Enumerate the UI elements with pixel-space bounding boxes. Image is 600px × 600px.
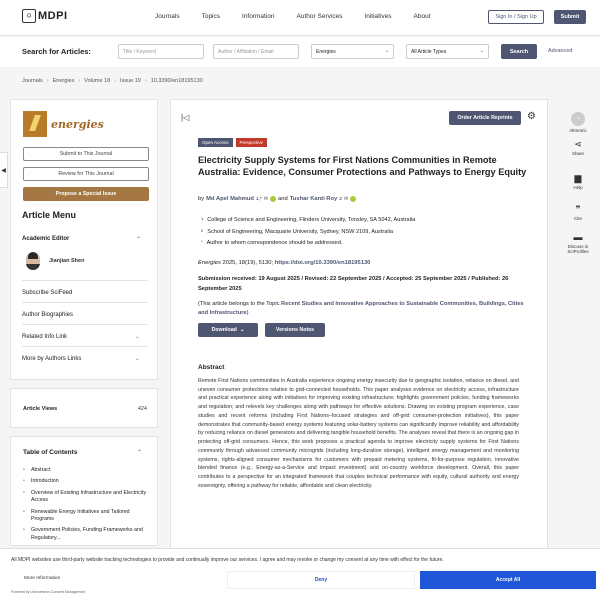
search-bar — [0, 37, 600, 67]
chevron-down-icon: ⌄ — [239, 327, 245, 333]
share-tool[interactable] — [559, 140, 597, 156]
citation-journal: Energies — [198, 260, 221, 266]
abstract-text: Remote First Nations communities in Australia experience ongoing energy insecurity due to geographic isolation, reliance on diesel, and uneven consumer protections relative to grid-connected households. This paper analyses evidence on electricity access, infrastructure and practical experience along with initiatives for improving existing infrastructure; highlights government policies, funding frameworks and regulation; and relevels key challenges along with pathways for effective solutions. Drawing on existing program experience, case studies and recent reforms (including First Nations–focused strategies and off-grid consumer-protection initiatives), this paper demonstrates that community-based energy systems featuring solar-battery systems can significantly improve reliability and affordability by reducing reliance on diesel generators and delivering tangible household benefits. The analyses reveal that there is an ongoing gap in protecting off-grid consumers. Hence, this work proposes a practical agenda to improve electricity supply systems for First Nations community through advanced community microgrids (including long-duration storage), intelligent energy management and monitoring systems, rights-aligned consumer mechanisms for customers with prepaid metering systems, fit-for-purpose regulation, innovative blended finance (e.g., Energy-as-a-Service and impact investment) and on-country workforce development. Overall, this paper contributes to a perspective for an integrated framework that couples technical performance with equity, cultural authority and energy sovereignty, offering a pathway for reliable, affordable and clean electricity. — [198, 378, 519, 489]
article-type-badge: Perspective — [236, 138, 268, 147]
citation — [198, 260, 528, 266]
publication-history: Submission received: 19 August 2025 / Revised: 22 September 2025 / Accepted: 25 September 2025 / Published: 26 September 2025 — [198, 276, 509, 292]
breadcrumb-journals[interactable]: Journals — [22, 78, 43, 84]
share-label: Share — [571, 151, 584, 156]
author-link[interactable]: Md Apel Mahmud — [206, 196, 254, 202]
top-navigation — [0, 0, 600, 36]
share-icon: ⋖ — [574, 139, 582, 149]
chevron-down-icon: ⌄ — [384, 48, 389, 54]
toc-title: Table of Contents — [23, 449, 78, 456]
citation-details: 2025, 18(19), 5130; — [220, 260, 275, 266]
article-views-card — [10, 388, 158, 428]
left-panel-toggle[interactable] — [0, 152, 8, 188]
collapse-sidebar-icon[interactable]: |◁ — [181, 113, 190, 122]
breadcrumb-issue[interactable]: Issue 19 — [120, 78, 141, 84]
affiliation-number: * — [201, 239, 203, 245]
affiliation-item — [201, 215, 531, 227]
quote-icon: ❞ — [575, 204, 581, 214]
breadcrumb-volume[interactable]: Volume 18 — [84, 78, 111, 84]
topic-note — [198, 300, 528, 318]
toc-item[interactable]: • Overview of Existing Infrastructure and Electricity Access — [23, 490, 149, 505]
breadcrumb-separator: › — [46, 78, 49, 84]
author-affiliation-input[interactable]: Author / Affiliation / Email — [213, 44, 299, 59]
cookie-text: All MDPI websites use third-party website tracking technologies to provide and continually improve our services. I agree and may revoke or change my consent at any time with effect for the future. — [11, 557, 444, 563]
author-biographies-link[interactable]: Author Biographies — [22, 312, 74, 318]
download-button[interactable] — [198, 323, 258, 337]
review-for-journal-button[interactable]: Review for This Journal — [23, 167, 149, 181]
toc-list — [23, 467, 149, 546]
gear-icon[interactable]: ⚙ — [527, 111, 536, 122]
article-title: Electricity Supply Systems for First Nations Communities in Remote Australia: Evidence, Consumer Protections and Pathways to Energy Equity — [198, 155, 527, 177]
energies-logo-icon — [23, 111, 47, 137]
by-label: by — [198, 196, 205, 202]
toc-item[interactable]: • Introduction — [23, 478, 149, 485]
toc-item[interactable]: • Renewable Energy Initiatives and Tailored Programs — [23, 509, 149, 524]
toc-item[interactable]: • Abstract — [23, 467, 149, 474]
article-tags — [198, 138, 267, 147]
mail-icon[interactable]: ✉ — [263, 196, 269, 202]
article-type-select[interactable] — [406, 44, 489, 59]
affiliation-text: Author to whom correspondence should be addressed. — [206, 240, 343, 247]
chevron-up-icon[interactable]: ⌃ — [136, 237, 142, 243]
breadcrumb-separator: › — [114, 78, 117, 84]
help-icon: ▆ — [574, 173, 582, 183]
breadcrumb-energies[interactable]: Energies — [52, 78, 75, 84]
article-menu-title: Article Menu — [22, 210, 77, 220]
nav-author-services[interactable]: Author Services — [296, 13, 343, 20]
order-reprints-button[interactable]: Order Article Reprints — [449, 111, 521, 125]
affiliation-item — [201, 227, 531, 239]
subscribe-scifeed-link[interactable]: Subscribe SciFeed — [22, 290, 73, 296]
article-views-value: 424 — [137, 406, 147, 412]
altmetric-icon: ◔ — [571, 112, 585, 126]
breadcrumb — [22, 78, 203, 84]
altmetric-label: Altmetric — [569, 128, 587, 133]
author-sup: 1,* — [255, 196, 262, 202]
help-label: Help — [573, 185, 583, 190]
chevron-down-icon[interactable]: ⌄ — [135, 334, 140, 340]
search-button[interactable]: Search — [501, 44, 537, 59]
chevron-down-icon: ⌄ — [479, 48, 484, 54]
breadcrumb-separator: › — [144, 78, 147, 84]
toc-item[interactable]: • Government Policies, Funding Frameworks and Regulatory... — [23, 527, 149, 542]
chevron-left-icon: ◀ — [1, 167, 6, 174]
orcid-icon[interactable] — [350, 196, 356, 202]
nav-topics[interactable]: Topics — [201, 13, 221, 20]
logo-mark-icon: ⬡ — [22, 9, 36, 23]
logo-text: MDPI — [38, 10, 68, 22]
author-link[interactable]: Tushar Kanti Roy — [289, 196, 338, 202]
help-tool[interactable] — [559, 174, 597, 190]
and-label: and — [278, 196, 288, 202]
chevron-up-icon[interactable]: ⌃ — [137, 450, 143, 456]
cite-tool[interactable] — [559, 205, 597, 221]
article-card — [170, 99, 548, 549]
journal-logo[interactable] — [23, 111, 104, 137]
more-by-authors-link[interactable]: More by Authors Links — [22, 356, 82, 362]
affiliation-number: 1 — [201, 216, 204, 221]
nav-information[interactable]: Information — [242, 13, 275, 20]
open-access-badge: Open Access — [198, 138, 233, 147]
topic-prefix: (This article belongs to the Topic — [198, 301, 282, 307]
sign-in-button[interactable]: Sign In / Sign Up — [488, 10, 544, 24]
version-notes-button[interactable]: Versions Notes — [265, 323, 325, 337]
editor-avatar — [26, 252, 40, 270]
nav-initiatives[interactable]: Initiatives — [364, 13, 392, 20]
academic-editor-label[interactable]: Academic Editor — [22, 236, 70, 242]
powered-by-text: Powered by Usercentrics Consent Management — [11, 590, 86, 594]
journal-name: energies — [51, 117, 104, 131]
mail-icon[interactable]: ✉ — [343, 196, 349, 202]
topic-link[interactable]: Recent Studies and Innovative Approaches to Sustainable Communities, Buildings, Cities and Infrastructure — [198, 301, 524, 317]
divider — [22, 346, 148, 347]
journal-select[interactable] — [311, 44, 394, 59]
topic-suffix: ) — [246, 310, 249, 317]
journal-select-value: Energies — [316, 49, 336, 55]
abstract-heading: Abstract — [198, 364, 225, 371]
submit-to-journal-button[interactable]: Submit to This Journal — [23, 147, 149, 161]
mdpi-logo[interactable] — [22, 9, 68, 23]
discuss-label: Discuss in SciProfiles — [567, 244, 589, 254]
divider — [22, 280, 148, 281]
divider — [22, 302, 148, 303]
download-label: Download — [211, 327, 237, 333]
affiliation-text: College of Science and Engineering, Flinders University, Tonsley, SA 5042, Australia — [207, 217, 416, 223]
chevron-down-icon[interactable]: ⌄ — [135, 356, 140, 362]
affiliation-item — [201, 238, 531, 250]
advanced-search-link[interactable]: Advanced — [548, 48, 573, 54]
nav-about[interactable]: About — [413, 13, 431, 20]
author-list — [198, 196, 528, 202]
breadcrumb-separator: › — [78, 78, 81, 84]
accept-all-button[interactable]: Accept All — [420, 571, 596, 589]
affiliations — [201, 215, 531, 250]
affiliation-number: 2 — [201, 227, 204, 233]
cookie-banner — [0, 548, 600, 600]
more-information-link[interactable]: More Information — [24, 576, 61, 581]
propose-special-issue-button[interactable]: Propose a Special Issue — [23, 187, 149, 201]
related-info-link[interactable]: Related Info Link — [22, 334, 68, 340]
title-keyword-input[interactable]: Title / Keyword — [118, 44, 204, 59]
orcid-icon[interactable] — [270, 196, 276, 202]
affiliation-text: School of Engineering, Macquarie University, Sydney, NSW 2109, Australia — [207, 228, 393, 235]
comment-icon: ▬ — [573, 232, 583, 242]
cite-label: Cite — [573, 216, 582, 221]
submit-button[interactable]: Submit — [554, 10, 586, 24]
author-sup: 2 — [339, 196, 342, 202]
breadcrumb-doi: 10.3390/en18195130 — [150, 78, 203, 84]
nav-journals[interactable]: Journals — [155, 13, 180, 20]
altmetric-tool[interactable] — [559, 112, 597, 133]
article-type-value: All Article Types — [411, 49, 447, 55]
discuss-tool[interactable] — [559, 233, 597, 254]
nav-links — [155, 13, 453, 20]
table-of-contents — [10, 436, 158, 546]
editor-name[interactable]: Jianjian Shen — [49, 258, 85, 264]
article-views-label: Article Views — [23, 406, 58, 412]
doi-link[interactable]: https://doi.org/10.3390/en18195130 — [274, 260, 371, 266]
deny-button[interactable]: Deny — [227, 571, 415, 589]
divider — [22, 324, 148, 325]
search-label: Search for Articles: — [22, 47, 91, 56]
